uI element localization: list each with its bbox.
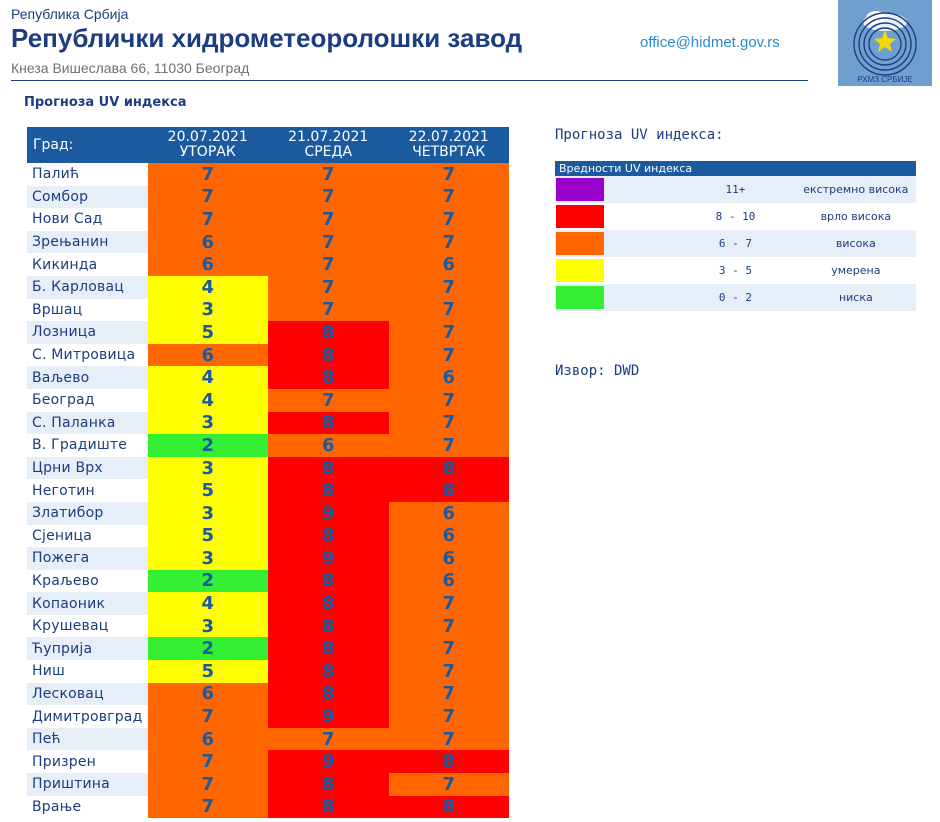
uv-value-cell: 8 bbox=[268, 592, 389, 615]
uv-value-cell: 6 bbox=[389, 366, 510, 389]
uv-value-cell: 4 bbox=[148, 366, 269, 389]
uv-value-cell: 7 bbox=[389, 321, 510, 344]
uv-value-cell: 8 bbox=[268, 773, 389, 796]
legend-label: висока bbox=[796, 230, 916, 257]
uv-value-cell: 7 bbox=[389, 412, 510, 435]
city-name: В. Градиште bbox=[32, 437, 128, 454]
uv-value-cell: 7 bbox=[268, 208, 389, 231]
city-name: С. Митровица bbox=[32, 347, 136, 364]
uv-value-cell: 8 bbox=[268, 344, 389, 367]
uv-value-cell: 7 bbox=[268, 163, 389, 186]
city-name: С. Паланка bbox=[27, 412, 148, 435]
day-date: 22.07.2021 bbox=[408, 129, 489, 145]
table-row bbox=[27, 457, 509, 480]
uv-value-cell: 6 bbox=[148, 683, 269, 706]
legend-color-swatch bbox=[556, 205, 604, 228]
uv-value-cell: 8 bbox=[268, 366, 389, 389]
table-row bbox=[27, 525, 509, 548]
table-row bbox=[27, 344, 509, 367]
institute-title: Републички хидрометеоролошки завод bbox=[11, 23, 523, 53]
uv-value-cell: 8 bbox=[268, 412, 389, 435]
uv-value-cell: 7 bbox=[268, 186, 389, 209]
uv-legend-table bbox=[555, 161, 916, 311]
uv-value-cell: 6 bbox=[148, 728, 269, 751]
uv-value-cell: 7 bbox=[389, 389, 510, 412]
city-name: Лесковац bbox=[27, 683, 148, 706]
uv-value-cell: 7 bbox=[148, 705, 269, 728]
day-weekday: УТОРАК bbox=[179, 144, 236, 160]
city-name: Пожега bbox=[27, 547, 148, 570]
city-name: Зрењанин bbox=[27, 231, 148, 254]
rhmz-logo bbox=[838, 0, 932, 86]
uv-value-cell: 6 bbox=[389, 570, 510, 593]
uv-value-cell: 8 bbox=[268, 796, 389, 819]
table-row bbox=[27, 728, 509, 751]
section-title: Прогноза UV индекса bbox=[24, 95, 187, 110]
legend-range: 3 - 5 bbox=[718, 264, 753, 277]
uv-forecast-table bbox=[27, 127, 509, 818]
legend-title: Прогноза UV индекса: bbox=[555, 127, 724, 143]
country-label: Република Србија bbox=[11, 6, 129, 22]
uv-value-cell: 7 bbox=[389, 637, 510, 660]
city-name: Београд bbox=[32, 392, 95, 409]
table-row bbox=[27, 208, 509, 231]
uv-table-body bbox=[27, 163, 509, 818]
uv-value-cell: 8 bbox=[389, 750, 510, 773]
table-row bbox=[27, 389, 509, 412]
uv-value-cell: 7 bbox=[389, 615, 510, 638]
uv-value-cell: 7 bbox=[389, 299, 510, 322]
legend-range: 8 - 10 bbox=[715, 210, 756, 223]
legend-color-swatch bbox=[556, 232, 604, 255]
table-row bbox=[27, 186, 509, 209]
table-row bbox=[27, 660, 509, 683]
legend-label: врло висока bbox=[820, 210, 892, 223]
city-name: Димитровград bbox=[32, 708, 143, 725]
uv-value-cell: 9 bbox=[268, 547, 389, 570]
logo-text: РХМЗ СРБИЈЕ bbox=[857, 75, 913, 84]
day-column-header bbox=[268, 127, 389, 163]
table-header-row bbox=[27, 127, 509, 163]
uv-value-cell: 7 bbox=[389, 276, 510, 299]
table-row bbox=[27, 163, 509, 186]
day-column-header bbox=[148, 127, 269, 163]
uv-value-cell: 7 bbox=[389, 592, 510, 615]
uv-value-cell: 3 bbox=[148, 615, 269, 638]
table-row bbox=[27, 434, 509, 457]
uv-value-cell: 7 bbox=[148, 163, 269, 186]
uv-value-cell: 8 bbox=[268, 683, 389, 706]
uv-value-cell: 7 bbox=[148, 750, 269, 773]
uv-value-cell: 3 bbox=[148, 412, 269, 435]
table-row bbox=[27, 502, 509, 525]
data-source: Извор: DWD bbox=[555, 363, 640, 379]
header-divider bbox=[11, 80, 808, 81]
city-name: Призрен bbox=[32, 753, 97, 770]
legend-row bbox=[555, 230, 916, 257]
uv-value-cell: 7 bbox=[389, 728, 510, 751]
uv-value-cell: 6 bbox=[389, 547, 510, 570]
uv-value-cell: 3 bbox=[148, 502, 269, 525]
uv-value-cell: 4 bbox=[148, 592, 269, 615]
uv-value-cell: 7 bbox=[268, 253, 389, 276]
uv-value-cell: 8 bbox=[389, 479, 510, 502]
uv-value-cell: 8 bbox=[268, 660, 389, 683]
day-date: 21.07.2021 bbox=[288, 129, 369, 145]
table-row bbox=[27, 547, 509, 570]
uv-value-cell: 8 bbox=[268, 525, 389, 548]
legend-color-swatch bbox=[556, 259, 604, 282]
city-name: Крушевац bbox=[32, 618, 109, 635]
uv-value-cell: 7 bbox=[148, 208, 269, 231]
uv-value-cell: 9 bbox=[268, 750, 389, 773]
city-name: Пећ bbox=[27, 728, 148, 751]
logo-emblem-icon bbox=[838, 0, 932, 86]
uv-value-cell: 7 bbox=[389, 231, 510, 254]
uv-value-cell: 7 bbox=[389, 705, 510, 728]
table-row bbox=[27, 750, 509, 773]
city-name: Нови Сад bbox=[32, 211, 103, 228]
legend-label: екстремно висока bbox=[796, 176, 916, 203]
city-name: Приштина bbox=[27, 773, 148, 796]
uv-value-cell: 6 bbox=[389, 502, 510, 525]
uv-value-cell: 7 bbox=[389, 186, 510, 209]
uv-value-cell: 6 bbox=[268, 434, 389, 457]
city-name: Златибор bbox=[27, 502, 148, 525]
uv-value-cell: 7 bbox=[268, 728, 389, 751]
legend-range: 11+ bbox=[675, 176, 795, 203]
uv-value-cell: 2 bbox=[148, 570, 269, 593]
uv-value-cell: 7 bbox=[389, 660, 510, 683]
legend-row bbox=[555, 284, 916, 311]
legend-swatch-cell bbox=[555, 176, 675, 203]
table-row bbox=[27, 637, 509, 660]
uv-value-cell: 6 bbox=[148, 231, 269, 254]
table-row bbox=[27, 276, 509, 299]
uv-value-cell: 8 bbox=[268, 321, 389, 344]
legend-range: 6 - 7 bbox=[675, 230, 795, 257]
city-name: Ниш bbox=[32, 663, 66, 680]
uv-value-cell: 7 bbox=[389, 163, 510, 186]
city-name: Врање bbox=[32, 798, 82, 815]
uv-value-cell: 6 bbox=[148, 253, 269, 276]
legend-label: ниска bbox=[796, 284, 916, 311]
table-row bbox=[27, 231, 509, 254]
legend-header: Вредности UV индекса bbox=[555, 161, 916, 176]
email-link[interactable]: office@hidmet.gov.rs bbox=[640, 34, 780, 51]
uv-value-cell: 9 bbox=[268, 705, 389, 728]
table-row bbox=[27, 796, 509, 819]
legend-label: умерена bbox=[831, 264, 881, 277]
uv-value-cell: 8 bbox=[268, 637, 389, 660]
legend-color-swatch bbox=[556, 286, 604, 309]
legend-row bbox=[555, 257, 916, 284]
city-name: Вршац bbox=[32, 301, 83, 318]
legend-swatch-cell bbox=[555, 230, 675, 257]
table-row bbox=[27, 321, 509, 344]
uv-value-cell: 9 bbox=[268, 502, 389, 525]
city-name: Ваљево bbox=[27, 366, 148, 389]
day-weekday: ЧЕТВРТАК bbox=[412, 144, 486, 160]
uv-value-cell: 3 bbox=[148, 299, 269, 322]
uv-value-cell: 7 bbox=[268, 276, 389, 299]
uv-value-cell: 8 bbox=[389, 796, 510, 819]
city-name: Ћуприја bbox=[27, 637, 148, 660]
legend-row bbox=[555, 203, 916, 230]
city-name: Б. Карловац bbox=[27, 276, 148, 299]
day-column-header bbox=[389, 127, 510, 163]
uv-value-cell: 7 bbox=[389, 683, 510, 706]
uv-value-cell: 7 bbox=[389, 344, 510, 367]
uv-value-cell: 7 bbox=[268, 389, 389, 412]
table-row bbox=[27, 412, 509, 435]
city-name: Кикинда bbox=[32, 256, 98, 273]
legend-color-swatch bbox=[556, 178, 604, 201]
uv-value-cell: 8 bbox=[389, 457, 510, 480]
uv-value-cell: 7 bbox=[389, 434, 510, 457]
institute-address: Кнеза Вишеслава 66, 11030 Београд bbox=[11, 60, 250, 76]
uv-value-cell: 5 bbox=[148, 321, 269, 344]
uv-value-cell: 5 bbox=[148, 660, 269, 683]
legend-body bbox=[555, 176, 916, 311]
table-row bbox=[27, 299, 509, 322]
uv-value-cell: 4 bbox=[148, 276, 269, 299]
table-row bbox=[27, 366, 509, 389]
table-row bbox=[27, 479, 509, 502]
uv-value-cell: 7 bbox=[148, 773, 269, 796]
uv-value-cell: 7 bbox=[268, 299, 389, 322]
table-row bbox=[27, 683, 509, 706]
city-name: Неготин bbox=[32, 482, 95, 499]
uv-value-cell: 6 bbox=[148, 344, 269, 367]
legend-swatch-cell bbox=[555, 257, 675, 284]
table-row bbox=[27, 253, 509, 276]
legend-swatch-cell bbox=[555, 284, 675, 311]
uv-value-cell: 2 bbox=[148, 637, 269, 660]
uv-value-cell: 8 bbox=[268, 479, 389, 502]
day-weekday: СРЕДА bbox=[304, 144, 353, 160]
uv-value-cell: 3 bbox=[148, 457, 269, 480]
uv-value-cell: 3 bbox=[148, 547, 269, 570]
uv-value-cell: 8 bbox=[268, 570, 389, 593]
uv-value-cell: 5 bbox=[148, 479, 269, 502]
uv-value-cell: 8 bbox=[268, 457, 389, 480]
uv-value-cell: 7 bbox=[389, 208, 510, 231]
table-row bbox=[27, 615, 509, 638]
uv-value-cell: 8 bbox=[268, 615, 389, 638]
legend-range: 0 - 2 bbox=[675, 284, 795, 311]
uv-value-cell: 4 bbox=[148, 389, 269, 412]
legend-swatch-cell bbox=[555, 203, 675, 230]
city-name: Сјеница bbox=[32, 527, 93, 544]
city-name: Лозница bbox=[27, 321, 148, 344]
uv-value-cell: 5 bbox=[148, 525, 269, 548]
city-name: Палић bbox=[32, 166, 80, 183]
uv-value-cell: 7 bbox=[389, 773, 510, 796]
city-name: Копаоник bbox=[27, 592, 148, 615]
city-name: Краљево bbox=[32, 572, 99, 589]
legend-row bbox=[555, 176, 916, 203]
table-row bbox=[27, 592, 509, 615]
day-date: 20.07.2021 bbox=[167, 129, 248, 145]
uv-value-cell: 6 bbox=[389, 253, 510, 276]
uv-value-cell: 6 bbox=[389, 525, 510, 548]
table-row bbox=[27, 705, 509, 728]
uv-value-cell: 2 bbox=[148, 434, 269, 457]
uv-value-cell: 7 bbox=[268, 231, 389, 254]
table-row bbox=[27, 570, 509, 593]
city-name: Сомбор bbox=[27, 186, 148, 209]
uv-value-cell: 7 bbox=[148, 796, 269, 819]
city-name: Црни Врх bbox=[27, 457, 148, 480]
city-column-header: Град: bbox=[27, 127, 148, 163]
uv-value-cell: 7 bbox=[148, 186, 269, 209]
table-row bbox=[27, 773, 509, 796]
